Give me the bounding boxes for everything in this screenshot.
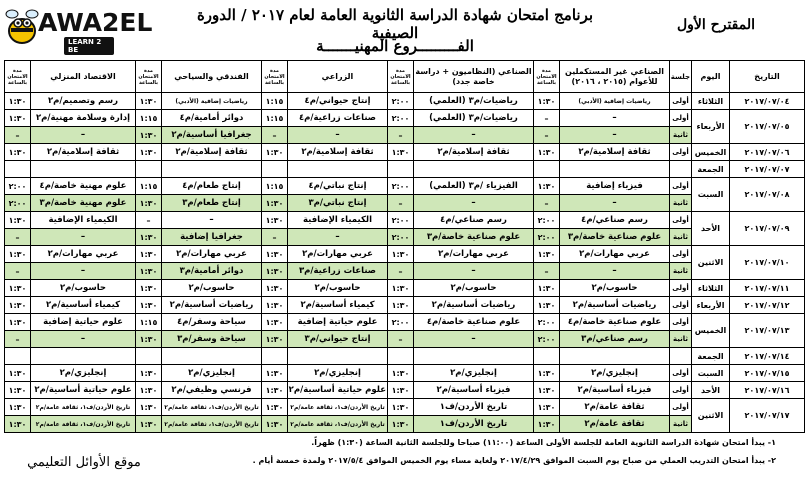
day-cell: الاثنين — [692, 399, 730, 433]
column-header: مدة الامتحان بالساعة — [136, 61, 162, 93]
table-row — [5, 399, 805, 416]
subject-cell: – — [560, 110, 670, 127]
duration-cell: – — [262, 127, 288, 144]
duration-cell: ١:٣٠ — [5, 110, 31, 127]
subject-cell: – — [31, 263, 136, 280]
bee-mascot-icon — [4, 7, 40, 47]
subject-cell: إنتاج حيواني/م٣ — [288, 331, 388, 348]
column-header: الاقتصاد المنزلي — [31, 61, 136, 93]
subject-cell: صناعات زراعية/م٣ — [288, 263, 388, 280]
subject-cell: رسم صناعي/م٤ — [414, 212, 534, 229]
day-cell: الجمعة — [692, 161, 730, 178]
subject-cell: ثقافة عامة/م٢ — [560, 416, 670, 433]
session-cell: أولى — [670, 280, 692, 297]
duration-cell: ٢:٠٠ — [5, 195, 31, 212]
day-cell: الثلاثاء — [692, 93, 730, 110]
duration-cell: ١:٣٠ — [388, 365, 414, 382]
subject-cell — [414, 161, 534, 178]
subject-cell: دوائر أمامية/م٣ — [162, 263, 262, 280]
subject-cell: علوم صناعية خاصة/م٣ — [560, 229, 670, 246]
duration-cell: ١:٣٠ — [534, 365, 560, 382]
duration-cell: ٢:٠٠ — [534, 229, 560, 246]
duration-cell: ١:٣٠ — [136, 246, 162, 263]
subject-cell: تاريخ الأردن/ف١ — [414, 416, 534, 433]
duration-cell — [136, 348, 162, 365]
duration-cell: ١:٣٠ — [136, 331, 162, 348]
duration-cell: ١:٣٠ — [262, 212, 288, 229]
subject-cell: – — [162, 212, 262, 229]
session-cell: أولى — [670, 382, 692, 399]
subject-cell: إنتاج حيواني/م٤ — [288, 93, 388, 110]
page-title: برنامج امتحان شهادة الدراسة الثانوية العامة لعام ٢٠١٧ / الدورة الصيفية — [196, 6, 594, 42]
duration-cell: ١:٣٠ — [388, 280, 414, 297]
subject-cell: رسم صناعي/م٤ — [560, 212, 670, 229]
duration-cell: ٢:٠٠ — [534, 212, 560, 229]
subject-cell: علوم حياتية أساسية/م٢ — [288, 382, 388, 399]
duration-cell: ٢:٠٠ — [388, 314, 414, 331]
subject-cell: إنجليزي/م٢ — [288, 365, 388, 382]
column-header: جلسة — [670, 61, 692, 93]
duration-cell: ١:٣٠ — [5, 144, 31, 161]
subject-cell: سياحة وسفر/م٣ — [162, 331, 262, 348]
subject-cell: حاسوب/م٢ — [414, 280, 534, 297]
day-cell: الخميس — [692, 314, 730, 348]
subject-cell: إنجليزي/م٢ — [560, 365, 670, 382]
date-cell: ٢٠١٧/٠٧/٠٦ — [730, 144, 805, 161]
duration-cell: ١:٣٠ — [5, 246, 31, 263]
day-cell: الأربعاء — [692, 110, 730, 144]
subject-cell: تاريخ الأردن/ف١، ثقافة عامة/م٢ — [288, 399, 388, 416]
subject-cell: رياضيات أساسية/م٢ — [560, 297, 670, 314]
subject-cell: إدارة وسلامة مهنية/م٢ — [31, 110, 136, 127]
table-row — [5, 314, 805, 331]
session-cell: أولى — [670, 399, 692, 416]
duration-cell — [136, 161, 162, 178]
duration-cell: – — [388, 331, 414, 348]
table-row — [5, 212, 805, 229]
subject-cell: – — [31, 229, 136, 246]
subject-cell: إنجليزي/م٢ — [414, 365, 534, 382]
table-row — [5, 178, 805, 195]
subject-cell: ثقافة إسلامية/م٢ — [162, 144, 262, 161]
duration-cell: ١:٣٠ — [388, 416, 414, 433]
subject-cell — [288, 348, 388, 365]
session-cell — [670, 348, 692, 365]
duration-cell: ١:٣٠ — [5, 280, 31, 297]
duration-cell: – — [136, 212, 162, 229]
duration-cell: ١:٣٠ — [534, 382, 560, 399]
session-cell: أولى — [670, 110, 692, 127]
duration-cell: ٢:٠٠ — [388, 93, 414, 110]
table-row — [5, 365, 805, 382]
duration-cell — [388, 161, 414, 178]
duration-cell: ٢:٠٠ — [388, 178, 414, 195]
table-row — [5, 416, 805, 433]
day-cell: الخميس — [692, 144, 730, 161]
subject-cell: – — [414, 331, 534, 348]
duration-cell: – — [534, 195, 560, 212]
duration-cell: – — [5, 229, 31, 246]
duration-cell: ١:٣٠ — [534, 144, 560, 161]
duration-cell: ١:٣٠ — [262, 331, 288, 348]
column-header: الصناعي غير المستكملين للأعوام (٢٠١٥ ، ٢٠١٦) — [560, 61, 670, 93]
day-cell: الجمعة — [692, 348, 730, 365]
duration-cell: ١:٣٠ — [534, 178, 560, 195]
session-cell: ثانية — [670, 127, 692, 144]
subject-cell: رياضيات إضافية (الأدبي) — [162, 93, 262, 110]
subject-cell: تاريخ الأردن/ف١، ثقافة عامة/م٢ — [31, 416, 136, 433]
subject-cell: الكيمياء الإضافية — [288, 212, 388, 229]
duration-cell: ١:٣٠ — [136, 297, 162, 314]
table-row — [5, 110, 805, 127]
duration-cell: ١:٣٠ — [5, 297, 31, 314]
duration-cell: ١:٣٠ — [262, 263, 288, 280]
session-cell: ثانية — [670, 229, 692, 246]
duration-cell: ١:١٥ — [136, 178, 162, 195]
column-header: مدة الامتحان بالساعة — [262, 61, 288, 93]
duration-cell: – — [388, 195, 414, 212]
day-cell: الأحد — [692, 212, 730, 246]
duration-cell: – — [5, 263, 31, 280]
duration-cell: ١:٣٠ — [388, 144, 414, 161]
subject-cell: رياضيات أساسية/م٢ — [162, 297, 262, 314]
subject-cell — [31, 348, 136, 365]
notes — [180, 434, 776, 470]
subject-cell: كيمياء أساسية/م٢ — [288, 297, 388, 314]
subject-cell — [288, 161, 388, 178]
subject-cell: علوم حياتية أساسية/م٢ — [31, 382, 136, 399]
duration-cell: ١:٣٠ — [262, 416, 288, 433]
duration-cell: ١:٣٠ — [262, 297, 288, 314]
subject-cell: عربي مهارات/م٢ — [560, 246, 670, 263]
subject-cell: علوم صناعية خاصة/م٣ — [414, 229, 534, 246]
subject-cell — [560, 348, 670, 365]
duration-cell: ١:٣٠ — [136, 263, 162, 280]
duration-cell: ١:٣٠ — [534, 399, 560, 416]
duration-cell: ٢:٠٠ — [534, 314, 560, 331]
session-cell: أولى — [670, 314, 692, 331]
session-cell: أولى — [670, 297, 692, 314]
duration-cell: ١:٣٠ — [262, 144, 288, 161]
subject-cell: علوم حياتية إضافية — [288, 314, 388, 331]
branches-heading: الفـــــــــروع المهنيـــــــة — [316, 37, 474, 55]
duration-cell: ١:١٥ — [262, 110, 288, 127]
table-row — [5, 297, 805, 314]
subject-cell: علوم صناعية خاصة/م٤ — [560, 314, 670, 331]
subject-cell: إنتاج طعام/م٤ — [162, 178, 262, 195]
subject-cell: – — [414, 127, 534, 144]
duration-cell: ١:٣٠ — [136, 382, 162, 399]
subject-cell — [162, 348, 262, 365]
duration-cell: – — [5, 127, 31, 144]
duration-cell: ١:١٥ — [136, 314, 162, 331]
subject-cell: علوم حياتية إضافية — [31, 314, 136, 331]
subject-cell: صناعات زراعية/م٤ — [288, 110, 388, 127]
duration-cell: – — [262, 229, 288, 246]
date-cell: ٢٠١٧/٠٧/١٣ — [730, 314, 805, 348]
awa2el-logo — [4, 3, 153, 54]
subject-cell — [31, 161, 136, 178]
subject-cell: عربي مهارات/م٢ — [414, 246, 534, 263]
session-cell: أولى — [670, 144, 692, 161]
subject-cell: جغرافيا إضافية — [162, 229, 262, 246]
date-cell: ٢٠١٧/٠٧/١٤ — [730, 348, 805, 365]
session-cell: أولى — [670, 365, 692, 382]
duration-cell: ١:٣٠ — [136, 195, 162, 212]
session-cell — [670, 161, 692, 178]
subject-cell: حاسوب/م٢ — [162, 280, 262, 297]
subject-cell: سياحة وسفر/م٤ — [162, 314, 262, 331]
duration-cell — [262, 161, 288, 178]
duration-cell: ٢:٠٠ — [534, 331, 560, 348]
column-header: التاريخ — [730, 61, 805, 93]
subject-cell: إنتاج طعام/م٣ — [162, 195, 262, 212]
subject-cell — [162, 161, 262, 178]
duration-cell: – — [5, 331, 31, 348]
subject-cell: الفيزياء /م٣ (العلمي) — [414, 178, 534, 195]
column-header: الزراعي — [288, 61, 388, 93]
exam-schedule-table — [4, 60, 805, 433]
session-cell: أولى — [670, 178, 692, 195]
table-row — [5, 280, 805, 297]
subject-cell: رسم صناعي/م٣ — [560, 331, 670, 348]
proposal-label: المقترح الأول — [677, 17, 755, 33]
column-header: الفندقي والسياحي — [162, 61, 262, 93]
site-name: موقع الأوائل التعليمي — [27, 455, 141, 470]
subject-cell: ثقافة عامة/م٢ — [560, 399, 670, 416]
subject-cell: – — [560, 195, 670, 212]
subject-cell: كيمياء أساسية/م٢ — [31, 297, 136, 314]
duration-cell: ١:٣٠ — [262, 280, 288, 297]
date-cell: ٢٠١٧/٠٧/٠٤ — [730, 93, 805, 110]
table-row — [5, 382, 805, 399]
subject-cell: رياضيات إضافية (الأدبي) — [560, 93, 670, 110]
duration-cell: ٢:٠٠ — [5, 178, 31, 195]
session-cell: ثانية — [670, 331, 692, 348]
duration-cell: ١:٣٠ — [5, 382, 31, 399]
subject-cell: – — [560, 263, 670, 280]
day-cell: الأربعاء — [692, 297, 730, 314]
duration-cell — [5, 161, 31, 178]
note-item: ٢- يبدأ امتحان التدريب العملي من صباح يوم السبت الموافق ٢٠١٧/٤/٢٩ ولغاية مساء يوم الخميس الموافق ٢٠١٧/٥/٤ ولمدة خمسة أيام . — [252, 456, 776, 465]
column-header: مدة الامتحان بالساعة — [5, 61, 31, 93]
date-cell: ٢٠١٧/٠٧/٠٨ — [730, 178, 805, 212]
subject-cell: فرنسي وظيفي/م٢ — [162, 382, 262, 399]
date-cell: ٢٠١٧/٠٧/٠٥ — [730, 110, 805, 144]
table-row — [5, 161, 805, 178]
duration-cell: ١:٣٠ — [388, 246, 414, 263]
duration-cell — [388, 348, 414, 365]
table-row — [5, 144, 805, 161]
duration-cell: ١:٣٠ — [388, 399, 414, 416]
session-cell: أولى — [670, 212, 692, 229]
day-cell: الأحد — [692, 382, 730, 399]
subject-cell: إنتاج نباتي/م٤ — [288, 178, 388, 195]
duration-cell: ١:٣٠ — [262, 365, 288, 382]
day-cell: الاثنين — [692, 246, 730, 280]
subject-cell: عربي مهارات/م٢ — [31, 246, 136, 263]
subject-cell: ثقافة إسلامية/م٢ — [31, 144, 136, 161]
table-header-row — [5, 61, 805, 93]
subject-cell: ثقافة إسلامية/م٢ — [288, 144, 388, 161]
subject-cell: رياضيات/م٣ (العلمي) — [414, 110, 534, 127]
date-cell: ٢٠١٧/٠٧/١٠ — [730, 246, 805, 280]
subject-cell: فيزياء أساسية/م٢ — [560, 382, 670, 399]
subject-cell: – — [560, 127, 670, 144]
duration-cell: – — [388, 263, 414, 280]
subject-cell: الكيمياء الإضافية — [31, 212, 136, 229]
duration-cell — [5, 348, 31, 365]
subject-cell: رياضيات/م٣ (العلمي) — [414, 93, 534, 110]
subject-cell: إنجليزي/م٢ — [162, 365, 262, 382]
subject-cell: رياضيات أساسية/م٢ — [414, 297, 534, 314]
duration-cell: ١:٣٠ — [534, 297, 560, 314]
duration-cell: ١:١٥ — [136, 110, 162, 127]
session-cell: ثانية — [670, 416, 692, 433]
subject-cell: فيزياء إضافية — [560, 178, 670, 195]
duration-cell: ١:٣٠ — [136, 416, 162, 433]
duration-cell: ١:٣٠ — [136, 365, 162, 382]
duration-cell: ١:٣٠ — [5, 314, 31, 331]
date-cell: ٢٠١٧/٠٧/١٦ — [730, 382, 805, 399]
session-cell: ثانية — [670, 195, 692, 212]
subject-cell: حاسوب/م٢ — [288, 280, 388, 297]
table-row — [5, 127, 805, 144]
duration-cell: ١:٣٠ — [136, 127, 162, 144]
duration-cell — [534, 348, 560, 365]
duration-cell: ٢:٠٠ — [388, 229, 414, 246]
duration-cell: ١:٣٠ — [5, 212, 31, 229]
date-cell: ٢٠١٧/٠٧/١٧ — [730, 399, 805, 433]
subject-cell: حاسوب/م٢ — [31, 280, 136, 297]
subject-cell: – — [288, 127, 388, 144]
duration-cell: ١:٣٠ — [534, 246, 560, 263]
subject-cell: تاريخ الأردن/ف١، ثقافة عامة/م٢ — [31, 399, 136, 416]
subject-cell: – — [288, 229, 388, 246]
duration-cell: ١:١٥ — [262, 178, 288, 195]
duration-cell: ١:٣٠ — [534, 416, 560, 433]
duration-cell: ١:٣٠ — [262, 246, 288, 263]
duration-cell: – — [388, 127, 414, 144]
subject-cell: عربي مهارات/م٢ — [288, 246, 388, 263]
day-cell: السبت — [692, 365, 730, 382]
duration-cell: ١:٣٠ — [136, 399, 162, 416]
subject-cell: علوم صناعية خاصة/م٤ — [414, 314, 534, 331]
subject-cell — [560, 161, 670, 178]
subject-cell: جغرافيا أساسية/م٢ — [162, 127, 262, 144]
date-cell: ٢٠١٧/٠٧/٠٩ — [730, 212, 805, 246]
subject-cell — [414, 348, 534, 365]
subject-cell: تاريخ الأردن/ف١، ثقافة عامة/م٢ — [288, 416, 388, 433]
duration-cell: ١:٣٠ — [136, 93, 162, 110]
duration-cell: ١:٣٠ — [534, 93, 560, 110]
duration-cell: ١:٣٠ — [5, 416, 31, 433]
date-cell: ٢٠١٧/٠٧/١٥ — [730, 365, 805, 382]
duration-cell: ١:٣٠ — [5, 365, 31, 382]
session-cell: أولى — [670, 93, 692, 110]
subject-cell: رسم وتصميم/م٢ — [31, 93, 136, 110]
duration-cell: – — [534, 110, 560, 127]
note-item: ١- يبدأ امتحان شهادة الدراسة الثانوية العامة للجلسة الأولى الساعة (١١:٠٠) صباحا وللجلسة الثانية الساعة (١:٣٠) ظهراً. — [311, 438, 776, 447]
subject-cell: ثقافة إسلامية/م٢ — [414, 144, 534, 161]
duration-cell: ١:٣٠ — [262, 195, 288, 212]
subject-cell: ثقافة إسلامية/م٢ — [560, 144, 670, 161]
table-row — [5, 93, 805, 110]
duration-cell: ١:٣٠ — [388, 382, 414, 399]
duration-cell: ١:٣٠ — [5, 93, 31, 110]
date-cell: ٢٠١٧/٠٧/٠٧ — [730, 161, 805, 178]
duration-cell: ١:٣٠ — [534, 280, 560, 297]
subject-cell: علوم مهنية خاصة/م٣ — [31, 195, 136, 212]
date-cell: ٢٠١٧/٠٧/١١ — [730, 280, 805, 297]
day-cell: الثلاثاء — [692, 280, 730, 297]
table-row — [5, 348, 805, 365]
subject-cell: علوم مهنية خاصة/م٤ — [31, 178, 136, 195]
table-row — [5, 195, 805, 212]
subject-cell: – — [31, 127, 136, 144]
subject-cell: تاريخ الأردن/ف١ — [414, 399, 534, 416]
table-row — [5, 229, 805, 246]
duration-cell: ١:١٥ — [262, 93, 288, 110]
subject-cell: تاريخ الأردن/ف١، ثقافة عامة/م٢ — [162, 399, 262, 416]
duration-cell: ١:٣٠ — [262, 399, 288, 416]
duration-cell — [534, 161, 560, 178]
subject-cell: – — [31, 331, 136, 348]
subject-cell: – — [414, 263, 534, 280]
subject-cell: إنتاج نباتي/م٣ — [288, 195, 388, 212]
table-row — [5, 246, 805, 263]
logo-tagline: LEARN 2 BE — [64, 37, 114, 55]
duration-cell — [262, 348, 288, 365]
duration-cell: – — [534, 263, 560, 280]
duration-cell: ١:٣٠ — [136, 280, 162, 297]
duration-cell: ١:٣٠ — [262, 314, 288, 331]
column-header: مدة الامتحان بالساعة — [388, 61, 414, 93]
duration-cell: ١:٣٠ — [136, 144, 162, 161]
day-cell: السبت — [692, 178, 730, 212]
subject-cell: حاسوب/م٢ — [560, 280, 670, 297]
column-header: الصناعي (النظاميون + دراسة خاصة جدد) — [414, 61, 534, 93]
subject-cell: دوائر أمامية/م٤ — [162, 110, 262, 127]
column-header: اليوم — [692, 61, 730, 93]
duration-cell: – — [534, 127, 560, 144]
subject-cell: إنجليزي/م٢ — [31, 365, 136, 382]
subject-cell: عربي مهارات/م٢ — [162, 246, 262, 263]
subject-cell: فيزياء أساسية/م٢ — [414, 382, 534, 399]
duration-cell: ١:٣٠ — [5, 399, 31, 416]
table-row — [5, 331, 805, 348]
duration-cell: ٢:٠٠ — [388, 212, 414, 229]
duration-cell: ١:٣٠ — [388, 297, 414, 314]
duration-cell: ١:٣٠ — [262, 382, 288, 399]
duration-cell: ٢:٠٠ — [388, 110, 414, 127]
column-header: مدة الامتحان بالساعة — [534, 61, 560, 93]
duration-cell: ١:٣٠ — [136, 229, 162, 246]
logo-text: AWA2EL — [38, 8, 153, 37]
session-cell: أولى — [670, 246, 692, 263]
subject-cell: تاريخ الأردن/ف١، ثقافة عامة/م٢ — [162, 416, 262, 433]
session-cell: ثانية — [670, 263, 692, 280]
date-cell: ٢٠١٧/٠٧/١٢ — [730, 297, 805, 314]
subject-cell: – — [414, 195, 534, 212]
table-row — [5, 263, 805, 280]
